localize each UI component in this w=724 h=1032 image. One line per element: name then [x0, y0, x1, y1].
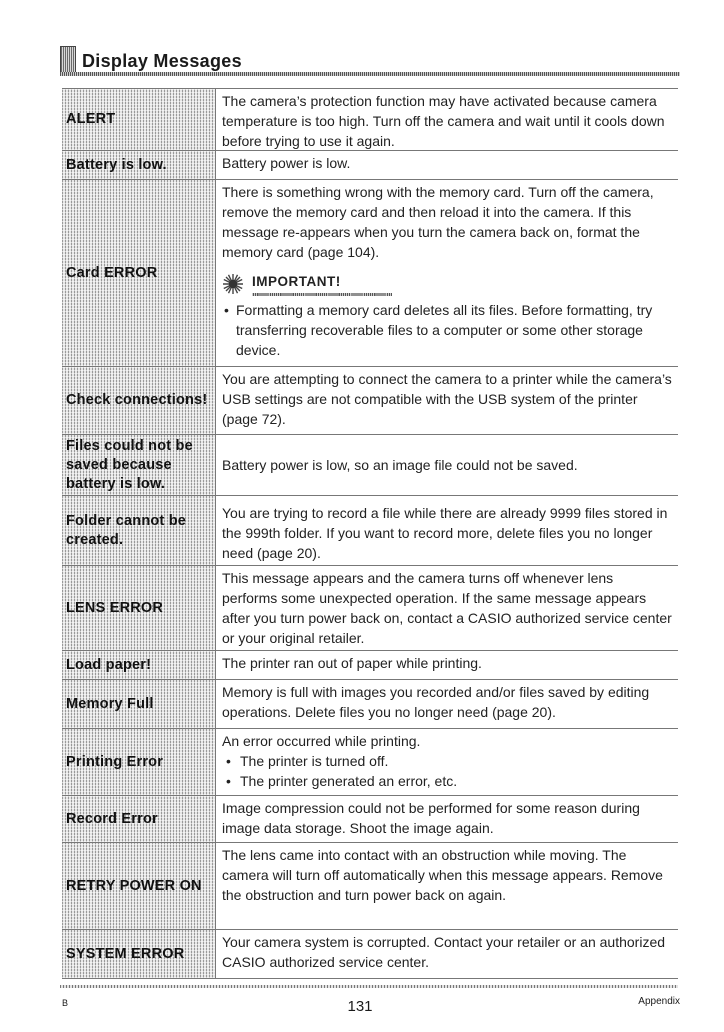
message-label: LENS ERROR — [62, 566, 216, 650]
list-item: • The printer is turned off. — [222, 751, 672, 771]
page-number: 131 — [347, 998, 373, 1015]
message-description: Memory is full with images you recorded and/or files saved by editing operations. Delete files you no longer need (page 20). — [222, 684, 650, 720]
table-row — [62, 180, 678, 367]
message-label: RETRY POWER ON — [62, 843, 216, 929]
message-label: Memory Full — [62, 680, 216, 728]
message-description: Your camera system is corrupted. Contact your retailer or an authorized CASIO authorized service center. — [222, 934, 666, 970]
header-divider — [60, 72, 680, 76]
table-row — [62, 367, 678, 435]
message-description: Battery power is low, so an image file could not be saved. — [222, 456, 578, 473]
section-header — [60, 40, 680, 76]
page-title: Display Messages — [82, 51, 242, 71]
message-label: Printing Error — [62, 729, 216, 795]
important-note-list — [222, 300, 672, 360]
table-row — [62, 843, 678, 930]
message-description: You are trying to record a file while there are already 9999 files stored in the 999th folder. If you want to record more, delete files you no longer need (page 20). — [222, 505, 668, 561]
table-row — [62, 651, 678, 680]
message-label: ALERT — [62, 89, 216, 150]
message-label: Folder cannot be created. — [62, 496, 216, 565]
table-row — [62, 729, 678, 796]
message-description: Battery power is low. — [222, 155, 351, 171]
table-row — [62, 151, 678, 180]
table-row — [62, 566, 678, 651]
table-row — [62, 435, 678, 496]
error-causes-list — [222, 751, 672, 791]
message-label: Record Error — [62, 796, 216, 842]
message-label: Card ERROR — [62, 180, 216, 366]
messages-table — [62, 88, 678, 979]
table-row — [62, 496, 678, 566]
table-row — [62, 680, 678, 729]
table-row — [62, 796, 678, 843]
table-row — [62, 930, 678, 979]
footer-divider — [60, 985, 678, 988]
message-description: You are attempting to connect the camera to a printer while the camera’s USB settings are not compatible with the USB system of the printer (page 72). — [222, 371, 672, 427]
message-description: This message appears and the camera turns off whenever lens performs some unexpected operation. If the same message appears after you turn power back on, contact a CASIO authorized service center or your original retailer. — [222, 570, 672, 646]
list-item: • Formatting a memory card deletes all its files. Before formatting, try transferring recoverable files to a computer or some other storage device. — [222, 300, 672, 360]
message-label: SYSTEM ERROR — [62, 930, 216, 978]
important-icon — [222, 273, 244, 295]
section-name: Appendix — [638, 996, 680, 1007]
language-code: B — [62, 998, 69, 1008]
message-description: The camera’s protection function may have activated because camera temperature is too high. Turn off the camera and wait until it cools down before trying to use it again. — [222, 93, 665, 149]
message-label: Files could not be saved because battery is low. — [62, 435, 216, 495]
important-note-header — [222, 272, 672, 296]
section-marker-icon — [60, 46, 76, 74]
message-description: There is something wrong with the memory card. Turn off the camera, remove the memory card and then reload it into the camera. If this message re-appears when you turn the camera back on, format the memory card (page 104). IMPORTANT! • Formatting a memory card deletes all its files. Before formatting, try transferring recoverable files to a computer or some other storage device. — [216, 180, 678, 366]
message-label: Load paper! — [62, 651, 216, 679]
message-description: An error occurred while printing. • The printer is turned off. • The printer generated an error, etc. — [216, 729, 678, 795]
table-row — [62, 89, 678, 151]
message-description: The lens came into contact with an obstruction while moving. The camera will turn off automatically when this message appears. Remove the obstruction and turn power back on again. — [222, 847, 663, 903]
message-label: Check connections! — [62, 367, 216, 434]
message-label: Battery is low. — [62, 151, 216, 179]
list-item: • The printer generated an error, etc. — [222, 771, 672, 791]
message-description: Image compression could not be performed for some reason during image data storage. Shoot the image again. — [222, 800, 640, 836]
message-description: The printer ran out of paper while printing. — [222, 655, 482, 671]
important-title: IMPORTANT! — [252, 274, 341, 289]
